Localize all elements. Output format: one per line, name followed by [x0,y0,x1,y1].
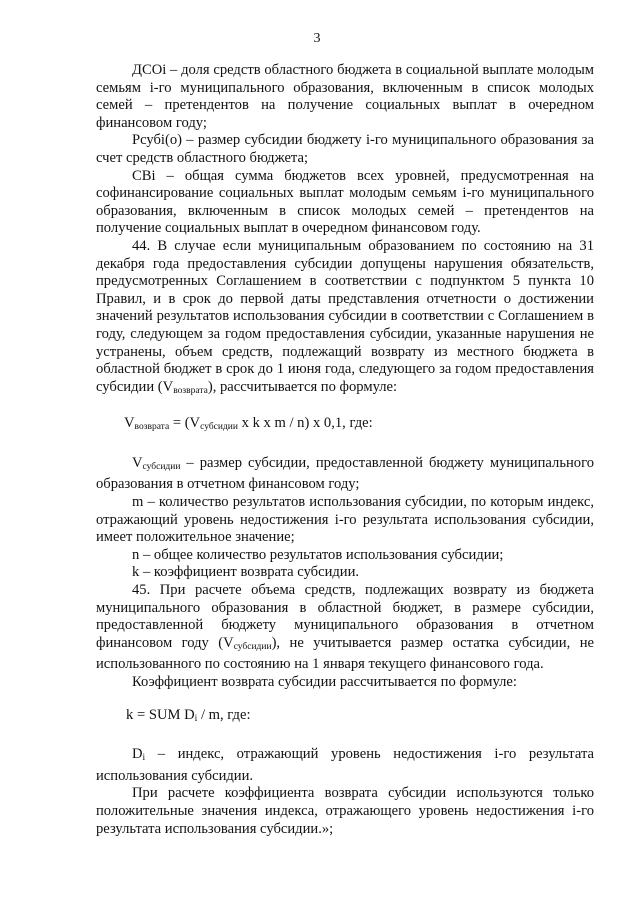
di-subscript: i [142,753,146,764]
v-subscript: субсидии [142,461,181,472]
formula-sub-subsidii: субсидии [200,422,238,433]
paragraph-45-text: 45. При расчете объема средств, подлежащих возврату из бюджета муниципального образования в областной бюджет, в размере субсидии, предоставленной бюджету муниципального образования в отчетном финансовом году (V [96,582,594,651]
paragraph-cbi: СВi – общая сумма бюджетов всех уровней, предусмотренная на софинансирование социальных выплат молодым семьям i-го муниципального образования, включенным в список молодых семей – претендентов на получение социальных выплат в очередном финансовом году. [96,167,594,237]
paragraph-44-text: 44. В случае если муниципальным образованием по состоянию на 31 декабря года предоставления субсидии допущены нарушения обязательств, предусмотренных Соглашением в соответствии с подпунктом 5 пункта 10 Правил, и в срок до первой даты представления отчетности о достижении значений результатов использования субсидии в соответствии с Соглашением в году, следующем за годом предоставления субсидии, указанные нарушения не устранены, объем средств, подлежащий возврату из местного бюджета в областной бюджет в срок до 1 июня года, следующего за годом предоставления субсидии (V [96,237,594,395]
subscript-vozvrata: возврата [173,385,208,396]
di-symbol: D [132,746,143,763]
paragraph-dsoi: ДСОi – доля средств областного бюджета в социальной выплате молодым семьям i-го муниципального образования, включенным в список молодых семей – претендентов на получение социальных выплат в очередном финансовом году; [96,62,594,131]
v-symbol: V [132,454,143,471]
paragraph-45 [96,582,594,674]
formula-k-sub: i [194,713,198,724]
di-definition: – индекс, отражающий уровень недостижения i-го результата использования субсидии. [96,746,594,784]
paragraph-di [96,746,594,785]
paragraph-m: m – количество результатов использования субсидии, по которым индекс, отражающий уровень недостижения i-го результата использования субсидии, имеет положительное значение; [96,494,594,546]
formula-k [126,707,594,729]
formula-v-vozvrata [124,415,594,437]
paragraph-45-subscript: субсидии [233,641,272,652]
formula-mid: = (V [169,415,201,432]
paragraph-coefficient-intro: Коэффициент возврата субсидии рассчитывается по формуле: [132,674,517,690]
formula-k-b: / m, где: [197,706,251,723]
paragraph-44 [96,238,594,400]
formula-end: x k x m / n) x 0,1, где: [237,415,373,432]
paragraph-n: n – общее количество результатов использования субсидии; [132,546,504,563]
formula-sub-vozvrata: возврата [134,422,170,433]
formula-v: V [124,415,135,432]
paragraph-k: k – коэффициент возврата субсидии. [132,564,360,581]
paragraph-v-subsidii [96,455,594,494]
v-definition: – размер субсидии, предоставленной бюджету муниципального образования в отчетном финансовом году; [96,454,594,493]
page-number: 3 [313,31,321,46]
formula-k-a: k = SUM D [126,706,195,723]
document-body [96,62,594,838]
paragraph-44-end: ), рассчитывается по формуле: [207,378,398,395]
paragraph-45-end: ), не учитывается размер остатка субсидии, не использованного по состоянию на 1 января текущего финансового года. [96,634,594,673]
paragraph-psubi: Рсубi(о) – размер субсидии бюджету i-го муниципального образования за счет средств областного бюджета; [96,132,594,166]
paragraph-final: При расчете коэффициента возврата субсидии используются только положительные значения индекса, отражающего уровень недостижения i-го результата использования субсидии.»; [96,785,594,837]
